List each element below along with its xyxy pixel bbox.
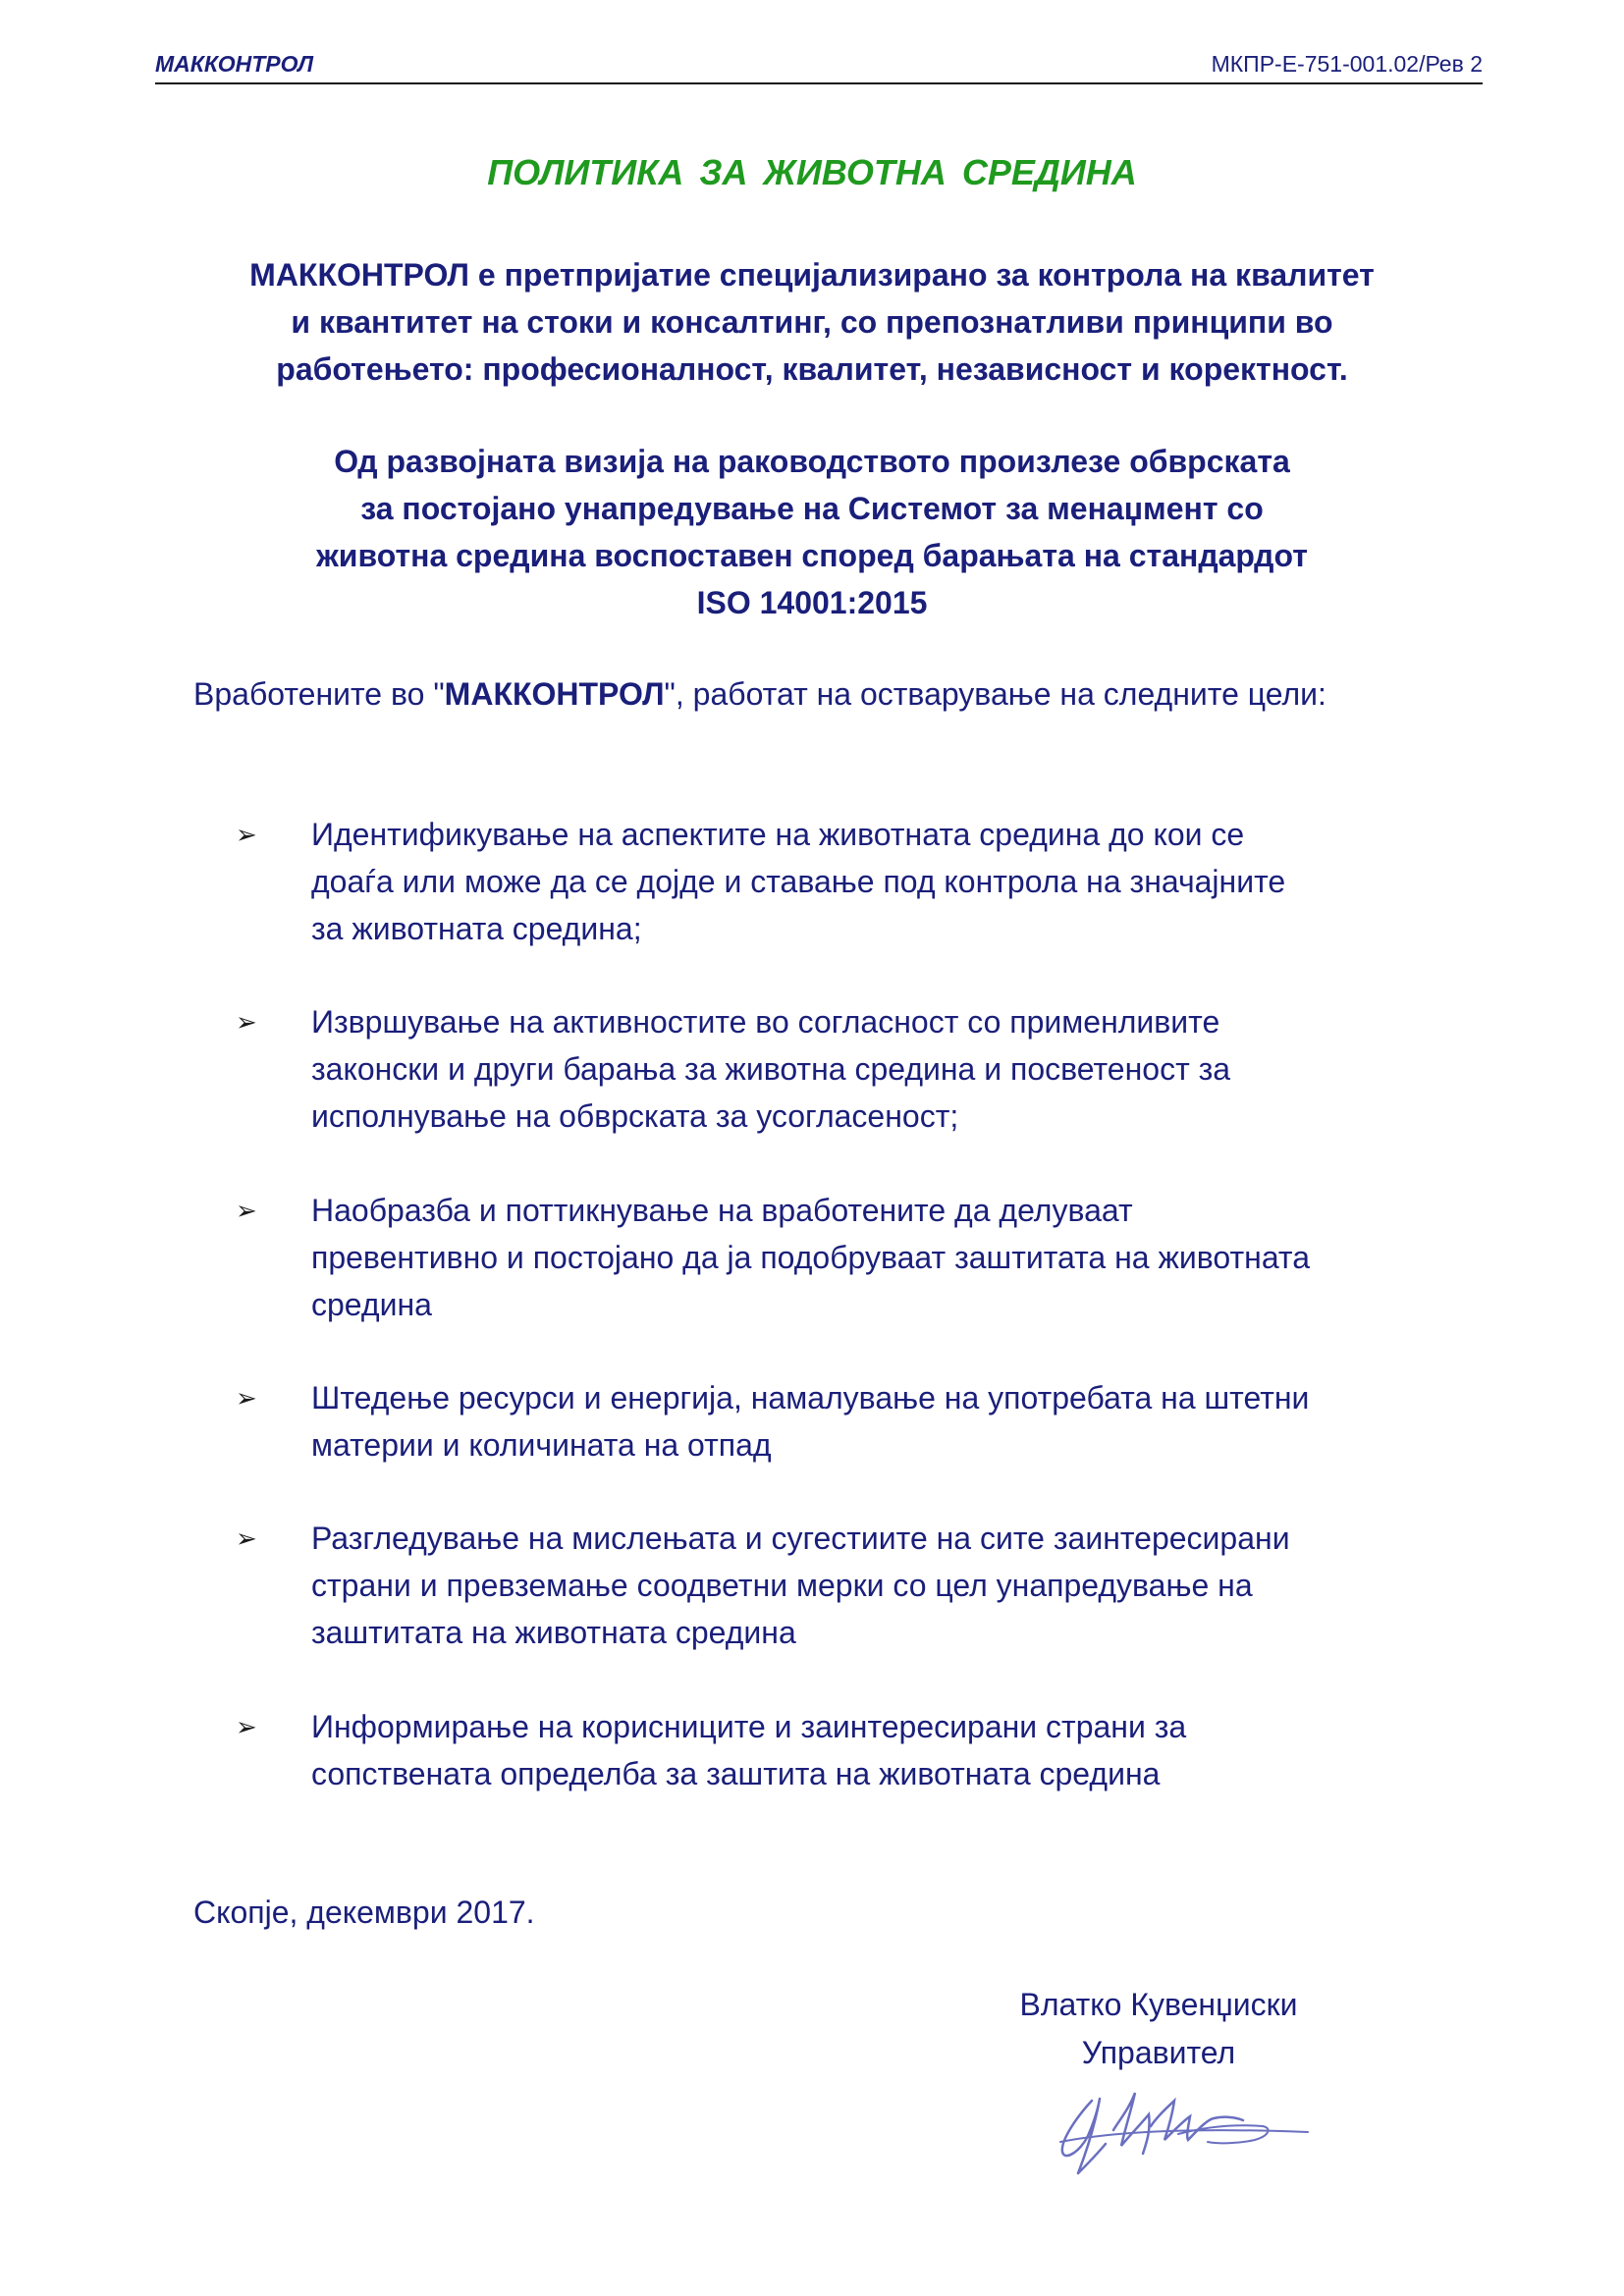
goal-line: Информирање на корисниците и заинтересирани страни за [311,1709,1187,1744]
lead-text-after: ", работат на остварување на следните цели: [664,676,1326,712]
vision-line: Од развојната визија на раководството произлезе обврската [334,444,1290,479]
arrow-bullet-icon: ➢ [236,820,257,849]
goal-line: материи и количината на отпад [311,1427,772,1463]
page-header [155,51,1483,84]
arrow-bullet-icon: ➢ [236,1383,257,1413]
goal-line: за животната средина; [311,911,642,946]
management-vision [0,438,1624,626]
signatory-name: Влатко Кувенџиски [1019,1987,1298,2022]
intro-line: работењето: професионалност, квалитет, независност и коректност. [276,351,1348,387]
arrow-bullet-icon: ➢ [236,1007,257,1037]
goals-lead-paragraph [193,670,1442,718]
lead-text-before: Вработените во " [193,676,445,712]
intro-line: и квантитет на стоки и консалтинг, со препознатливи принципи во [291,304,1333,340]
lead-company-name: МАККОНТРОЛ [444,676,665,712]
vision-line: животна средина воспоставен според барањата на стандардот [316,538,1308,573]
arrow-bullet-icon: ➢ [236,1712,257,1741]
goal-line: превентивно и постојано да ја подобруваат заштитата на животната [311,1240,1310,1275]
goal-line: Разгледување на мислењата и сугестиите на сите заинтересирани [311,1521,1290,1556]
goal-line: Идентификување на аспектите на животната средина до кои се [311,817,1245,852]
policy-title: ПОЛИТИКА ЗА ЖИВОТНА СРЕДИНА [487,152,1137,192]
vision-line: ISO 14001:2015 [696,585,928,620]
arrow-bullet-icon: ➢ [236,1196,257,1225]
handwritten-signature [1041,2071,1316,2189]
goal-line: доаѓа или може да се дојде и ставање под контрола на значајните [311,864,1286,899]
goal-line: исполнување на обврската за усогласеност; [311,1098,959,1134]
goal-line: заштитата на животната средина [311,1615,796,1650]
intro-line: МАККОНТРОЛ е претпријатие специјализирано за контрола на квалитет [249,257,1375,293]
signatory-role: Управител [1081,2035,1236,2070]
goal-line: страни и превземање соодветни мерки со цел унапредување на [311,1568,1253,1603]
goal-line: Наобразба и поттикнување на вработените да делуваат [311,1193,1133,1228]
vision-line: за постојано унапредување на Системот за менаџмент со [360,491,1264,526]
goal-line: Штедење ресурси и енергија, намалување на употребата на штетни [311,1380,1310,1415]
goal-line: законски и други барања за животна средина и посветеност за [311,1051,1231,1087]
goal-line: Извршување на активностите во согласност со применливите [311,1004,1220,1040]
company-intro [0,251,1624,393]
place-and-date: Скопје, декември 2017. [193,1895,535,1930]
document-code: МКПР-Е-751-001.02/Рев 2 [1211,51,1483,77]
company-brand: МАККОНТРОЛ [155,51,314,77]
arrow-bullet-icon: ➢ [236,1523,257,1553]
goal-line: средина [311,1287,432,1322]
goal-line: сопствената определба за заштита на животната средина [311,1756,1161,1791]
